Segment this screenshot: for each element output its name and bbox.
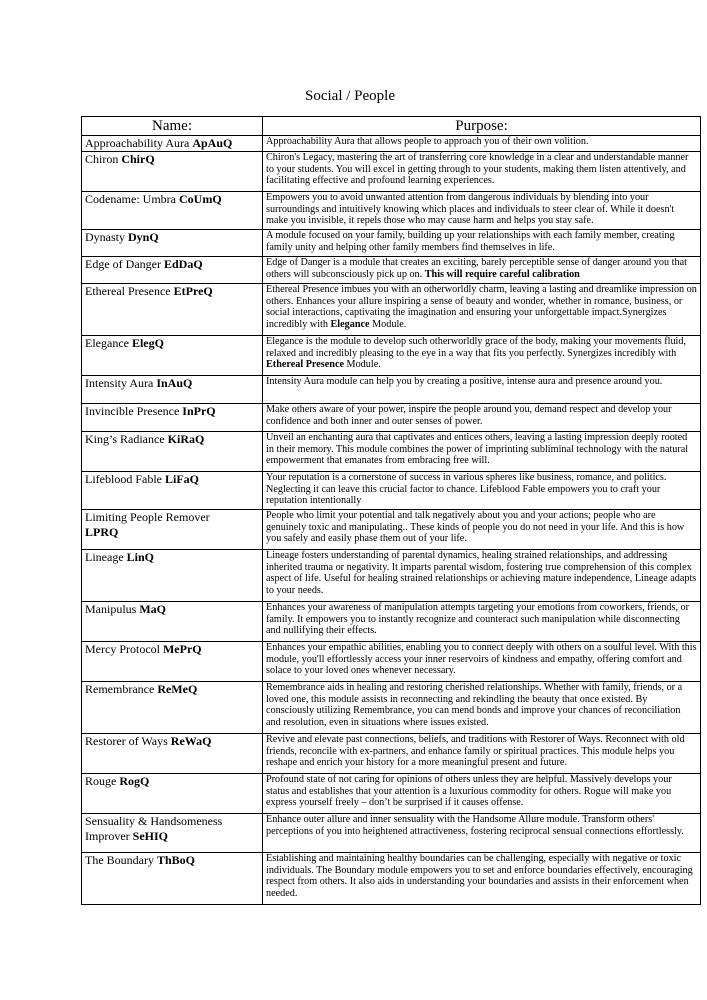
module-code: RogQ [119,774,150,788]
module-code: ReWaQ [170,734,212,748]
purpose-emphasis: Elegance [330,318,370,330]
table-row [82,510,701,550]
table-row [82,152,701,192]
table-row [82,602,701,642]
module-name: Invincible Presence [85,404,180,418]
module-name-cell [82,510,263,550]
module-purpose-cell [263,404,701,432]
module-code: MePrQ [162,642,202,656]
module-name: Remembrance [85,682,155,696]
module-purpose-cell [263,774,701,814]
module-purpose-cell [263,814,701,853]
purpose-text: Edge of Danger is a module that creates an exciting, barely perceptible sense of danger around you that others will subconsciously pick up on. [266,257,687,280]
purpose-text: Unveil an enchanting aura that captivates and entices others, leaving a lasting impression deeply rooted in their memory. This module combines the power of imprinting subliminal technology with the natural empowerment that emanates from embracing free will. [266,432,689,467]
table-header-row [82,117,701,136]
purpose-text: Approachability Aura that allows people to approach you of their own volition. [266,136,589,147]
module-code: ChirQ [121,152,155,166]
purpose-text: Your reputation is a cornerstone of success in various spheres like business, romance, and politics. Neglecting it can leave this crucial factor to chance. Lifeblood Fable empowers you to craft your reputation intentionally [266,472,667,507]
module-name: Codename: Umbra [85,192,176,206]
module-name: Approachability Aura [85,136,190,150]
module-code: EdDaQ [163,257,203,271]
module-name-cell [82,814,263,853]
module-purpose-cell [263,734,701,774]
module-purpose-cell [263,432,701,472]
module-name-cell [82,432,263,472]
module-name-cell [82,404,263,432]
purpose-text: Remembrance aids in healing and restoring cherished relationships. Whether with family, friends, or a loved one, this module assists in reconnecting and rekindling the beauty that once existed. By consciously utilizing Remembrance, you can mend bonds and improve your chances of reconciliation and resolution, even in situations where issues existed. [266,682,683,728]
purpose-text: Elegance is the module to develop such otherworldly grace of the body, making your movements fluid, relaxed and incredibly pleasing to the eye in a way that fits you perfectly. Synergizes incredibly with [266,336,687,359]
module-name: Ethereal Presence [85,284,171,298]
purpose-emphasis: Ethereal Presence [266,359,344,371]
module-name: Rouge [85,774,117,788]
page-title: Social / People [305,88,395,104]
purpose-text: Module. [369,318,407,330]
module-name-cell [82,472,263,510]
module-purpose-cell [263,152,701,192]
purpose-text: Enhances your empathic abilities, enabling you to connect deeply with others on a soulful level. With this module, you'll effortlessly access your inner reservoirs of kindness and empathy, offering comfort and solace to your loved ones whenever necessary. [266,642,697,677]
module-name-cell [82,642,263,682]
module-name: Manipulus [85,602,137,616]
purpose-text: Make others aware of your power, inspire the people around you, demand respect and develop your confidence and both inner and outer senses of power. [266,404,672,427]
table-row [82,257,701,284]
purpose-text: Intensity Aura module can help you by creating a positive, intense aura and presence around you. [266,376,663,387]
module-code: LiFaQ [164,472,199,486]
purpose-text: Chiron's Legacy, mastering the art of transferring core knowledge in a clear and understandable manner to your students. You will excel in getting through to your students, making them listen attentively, and facilitating effective and profound learning experiences. [266,152,689,187]
purpose-text: Enhance outer allure and inner sensuality with the Handsome Allure module. Transform others' perceptions of you into heightened attractiveness, fostering reciprocal sensual connections effortlessly. [266,814,684,837]
module-name-cell [82,602,263,642]
module-name-cell [82,853,263,905]
name-column-header: Name: [82,117,263,136]
module-code: ReMeQ [157,682,198,696]
module-purpose-cell [263,550,701,602]
module-name: Limiting People Remover [85,510,210,524]
module-purpose-cell [263,853,701,905]
module-code: KiRaQ [167,432,205,446]
purpose-text: Enhances your awareness of manipulation attempts targeting your emotions from coworkers, friends, or family. It empowers you to instantly recognize and counteract such manipulation while disconnecting and nullifying their effects. [266,602,690,637]
table-row [82,284,701,336]
table-row [82,336,701,376]
module-code: DynQ [128,230,159,244]
module-name-cell [82,774,263,814]
module-code: LinQ [126,550,155,564]
module-purpose-cell [263,682,701,734]
module-name-cell [82,136,263,152]
module-purpose-cell [263,376,701,404]
purpose-text: Profound state of not caring for opinions of others unless they are helpful. Massively develops your status and establishes that your attention is a luxurious commodity for others. Rogue will make you express yourself freely – don’t be surprised if it causes offense. [266,774,672,809]
module-name-cell [82,682,263,734]
module-name: The Boundary [85,853,154,867]
table-row [82,472,701,510]
module-code: SeHIQ [132,829,168,843]
module-purpose-cell [263,284,701,336]
module-purpose-cell [263,336,701,376]
module-code: EtPreQ [173,284,213,298]
table-row [82,136,701,152]
purpose-text: Empowers you to avoid unwanted attention from dangerous individuals by blending into your surroundings and intuitively knowing which places and individuals to steer clear of. While it doesn't make you invisible, it repels those who may cause harm and helps you stay safe. [266,192,675,227]
module-name: Edge of Danger [85,257,161,271]
module-code: ApAuQ [192,136,233,150]
table-row [82,853,701,905]
module-name-cell [82,152,263,192]
table-row [82,774,701,814]
module-purpose-cell [263,472,701,510]
table-body [82,136,701,905]
module-name: Chiron [85,152,119,166]
module-code: CoUmQ [178,192,222,206]
module-name-cell [82,230,263,257]
purpose-text: People who limit your potential and talk negatively about you and your actions; people who are genuinely toxic and manipulating.. These kinds of people you do not need in your life. And this is how you safely and easily phase them out of your life. [266,510,685,545]
table-row [82,404,701,432]
module-code: ThBoQ [156,853,195,867]
modules-table [81,116,701,905]
module-purpose-cell [263,510,701,550]
module-purpose-cell [263,257,701,284]
module-code: MaQ [139,602,167,616]
table-row [82,682,701,734]
table-row [82,734,701,774]
module-code: InPrQ [182,404,216,418]
table-row [82,376,701,404]
module-name: Restorer of Ways [85,734,168,748]
purpose-text: A module focused on your family, building up your relationships with each family member, creating family unity and helping other family members find themselves in life. [266,230,675,253]
purpose-text: Revive and elevate past connections, beliefs, and traditions with Restorer of Ways. Reconnect with old friends, reconcile with ex-partners, and enhance family or spiritual practices. This module helps you reshape and enrich your history for a more meaningful present and future. [266,734,685,769]
module-purpose-cell [263,136,701,152]
module-name: Lifeblood Fable [85,472,162,486]
module-name-cell [82,550,263,602]
table-row [82,432,701,472]
module-name: Elegance [85,336,129,350]
module-purpose-cell [263,230,701,257]
module-code: ElegQ [131,336,164,350]
table-row [82,550,701,602]
module-name: Dynasty [85,230,125,244]
module-name: Sensuality & Handsomeness Improver [85,814,223,843]
module-name: Intensity Aura [85,376,154,390]
module-purpose-cell [263,642,701,682]
module-purpose-cell [263,192,701,230]
module-name-cell [82,376,263,404]
module-name-cell [82,284,263,336]
purpose-text: Establishing and maintaining healthy boundaries can be challenging, especially with negative or toxic individuals. The Boundary module empowers you to set and enforce boundaries effectively, encouraging respect from others. It also aids in understanding your boundaries and assists in their enforcement when needed. [266,853,693,899]
module-purpose-cell [263,602,701,642]
module-name-cell [82,192,263,230]
purpose-text: Lineage fosters understanding of parental dynamics, healing strained relationships, and addressing inherited trauma or negativity. It imparts parental wisdom, fostering true comprehension of this complex aspect of life. Useful for healing strained relationships or achieving mature independence, Lineage adapts to your needs. [266,550,697,596]
table-row [82,230,701,257]
module-name: King’s Radiance [85,432,165,446]
module-name-cell [82,257,263,284]
module-code: LPRQ [85,525,119,539]
module-name: Mercy Protocol [85,642,160,656]
purpose-column-header: Purpose: [263,117,701,136]
purpose-emphasis: This will require careful calibration [424,268,580,280]
purpose-text: Module. [343,359,381,371]
module-name: Lineage [85,550,124,564]
purpose-text: Ethereal Presence imbues you with an otherworldly charm, leaving a lasting and dreamlike impression on others. Enhances your allure inspiring a sense of beauty and wonder, whether in romance, business, or social interactions, captivating the imagination and ensuring your unforgettable impact.Synergizes incredibly with [266,284,697,330]
table-row [82,642,701,682]
module-code: InAuQ [156,376,193,390]
module-name-cell [82,734,263,774]
table-row [82,814,701,853]
table-row [82,192,701,230]
module-name-cell [82,336,263,376]
